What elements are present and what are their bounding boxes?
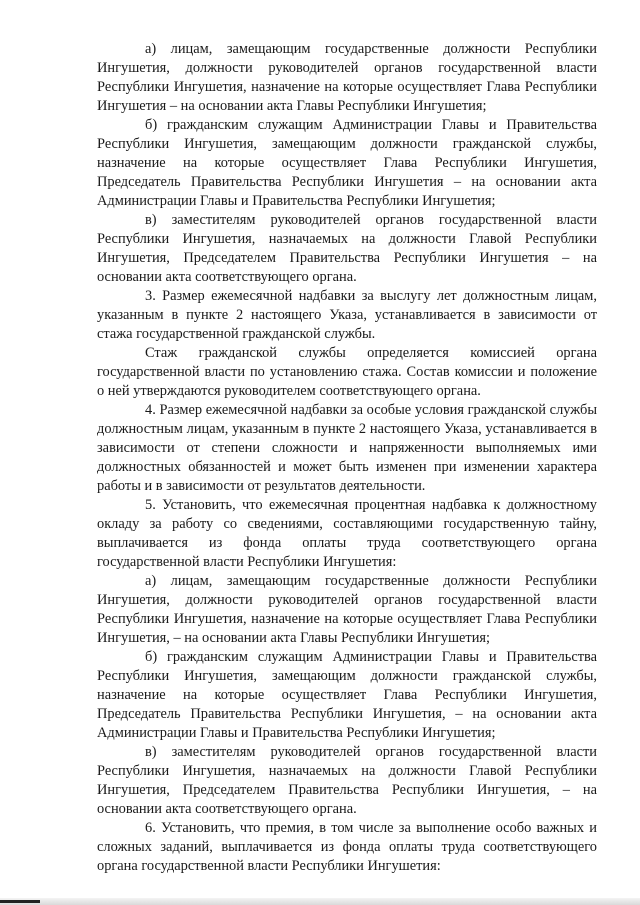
- paragraph-3-stazh: Стаж гражданской службы определяется комиссией органа государственной власти по установлению стажа. Состав комиссии и положение о ней утверждаются руководителем соответствующего органа.: [97, 345, 597, 399]
- paragraph-1c: в) заместителям руководителей органов государственной власти Республики Ингушетия, назначаемых на должности Главой Республики Ингушетия, Председателем Правительства Республики Ингушетия – на основании акта соответствующего органа.: [97, 212, 597, 285]
- paragraph-5a: а) лицам, замещающим государственные должности Республики Ингушетия, должности руководителей органов государственной власти Республики Ингушетия, назначение на которые осуществляет Глава Республики Ингушетия, – на основании акта Главы Республики Ингушетия;: [97, 573, 597, 646]
- scan-edge-mark: [0, 900, 40, 903]
- paragraph-1b: б) гражданским служащим Администрации Главы и Правительства Республики Ингушетия, замещающим должности гражданской службы, назначение на которые осуществляет Глава Республики Ингушетия, Председатель Правительства Республики Ингушетия – на основании акта Администрации Главы и Правительства Республики Ингушетия;: [97, 117, 597, 209]
- paragraph-1a: а) лицам, замещающим государственные должности Республики Ингушетия, должности руководителей органов государственной власти Республики Ингушетия, назначение на которые осуществляет Глава Республики Ингушетия – на основании акта Главы Республики Ингушетия;: [97, 41, 597, 114]
- scan-bottom-edge: [0, 898, 640, 905]
- paragraph-5: 5. Установить, что ежемесячная процентная надбавка к должностному окладу за работу со сведениями, составляющими государственную тайну, выплачивается из фонда оплаты труда соответствующего органа государственной власти Республики Ингушетия:: [97, 497, 597, 570]
- paragraph-5c: в) заместителям руководителей органов государственной власти Республики Ингушетия, назначаемых на должности Главой Республики Ингушетия, Председателем Правительства Республики Ингушетия, – на основании акта соответствующего органа.: [97, 744, 597, 817]
- paragraph-5b: б) гражданским служащим Администрации Главы и Правительства Республики Ингушетия, замещающим должности гражданской службы, назначение на которые осуществляет Глава Республики Ингушетия, Председатель Правительства Республики Ингушетия, – на основании акта Администрации Главы и Правительства Республики Ингушетия;: [97, 649, 597, 741]
- paragraph-6: 6. Установить, что премия, в том числе за выполнение особо важных и сложных заданий, выплачивается из фонда оплаты труда соответствующего органа государственной власти Республики Ингушетия:: [97, 820, 597, 874]
- document-page: [97, 40, 597, 876]
- paragraph-4: 4. Размер ежемесячной надбавки за особые условия гражданской службы должностным лицам, указанным в пункте 2 настоящего Указа, устанавливается в зависимости от степени сложности и напряженности выполняемых ими должностных обязанностей и может быть изменен при изменении характера работы и в зависимости от результатов деятельности.: [97, 402, 597, 494]
- paragraph-3: 3. Размер ежемесячной надбавки за выслугу лет должностным лицам, указанным в пункте 2 настоящего Указа, устанавливается в зависимости от стажа государственной гражданской службы.: [97, 288, 597, 342]
